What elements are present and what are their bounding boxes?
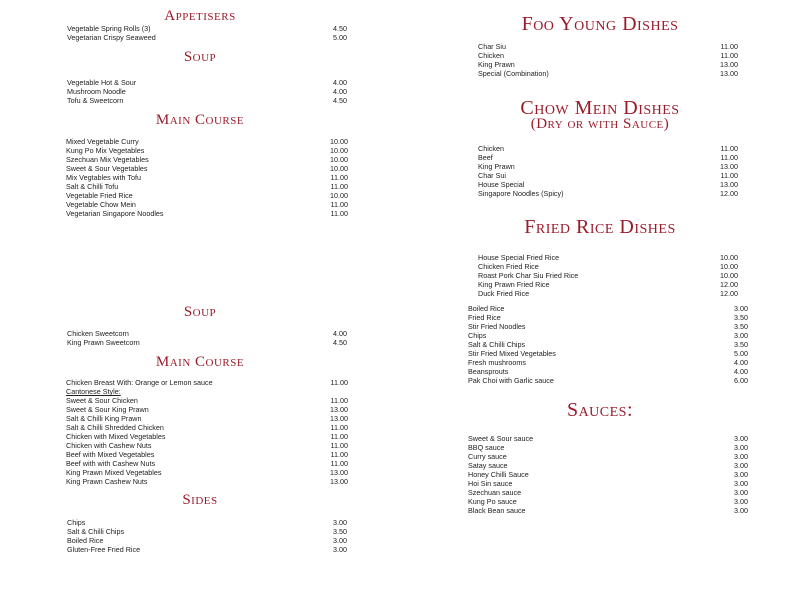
item-name: Char Sui	[478, 171, 506, 180]
menu-item	[468, 506, 748, 515]
menu-item	[468, 488, 748, 497]
section-title-fried-rice: Fried Rice Dishes	[524, 216, 676, 238]
item-name: Kung Po Mix Vegetables	[66, 146, 145, 155]
item-price: 13.00	[720, 180, 738, 189]
item-name: Singapore Noodles (Spicy)	[478, 189, 564, 198]
item-price: 4.00	[333, 329, 347, 338]
item-price: 4.00	[734, 358, 748, 367]
section-soup	[67, 78, 347, 105]
menu-item	[66, 173, 348, 182]
item-price: 4.00	[734, 367, 748, 376]
item-name: Chicken	[478, 144, 504, 153]
menu-item	[468, 304, 748, 313]
item-name: Vegetable Hot & Sour	[67, 78, 137, 87]
item-name: Chicken with Mixed Vegetables	[66, 432, 166, 441]
item-price: 5.00	[734, 349, 748, 358]
item-price: 11.00	[330, 450, 348, 459]
item-name: Boiled Rice	[468, 304, 505, 313]
menu-item	[66, 405, 348, 414]
menu-item	[66, 191, 348, 200]
menu-item	[468, 358, 748, 367]
item-price: 3.00	[333, 518, 347, 527]
menu-item	[468, 367, 748, 376]
menu-item	[478, 51, 738, 60]
item-price: 10.00	[330, 191, 348, 200]
item-price: 11.00	[330, 396, 348, 405]
item-name: Kung Po sauce	[468, 497, 517, 506]
menu-item	[478, 171, 738, 180]
item-price: 11.00	[330, 209, 348, 218]
item-price: 4.00	[333, 78, 347, 87]
item-name: Pak Choi with Garlic sauce	[468, 376, 554, 385]
item-name: Fried Rice	[468, 313, 501, 322]
item-name: King Prawn Cashew Nuts	[66, 477, 148, 486]
item-name: Roast Pork Char Siu Fried Rice	[478, 271, 579, 280]
item-price: 3.00	[734, 434, 748, 443]
item-name: Mixed Vegetable Curry	[66, 137, 139, 146]
menu-item	[66, 137, 348, 146]
menu-item	[67, 545, 347, 554]
section-title-sauces: Sauces:	[566, 399, 634, 421]
section-title-soup: Soup	[183, 49, 217, 65]
section-extras	[468, 304, 748, 385]
menu-item	[66, 423, 348, 432]
item-price: 4.00	[333, 87, 347, 96]
item-price: 11.00	[330, 182, 348, 191]
item-name: Salt & Chilli Chips	[67, 527, 125, 536]
item-name: Chicken Breast With: Orange or Lemon sauce	[66, 378, 213, 387]
menu-item	[66, 378, 348, 387]
item-price: 13.00	[720, 69, 738, 78]
menu-item	[468, 331, 748, 340]
item-price: 13.00	[330, 405, 348, 414]
item-name: Char Siu	[478, 42, 506, 51]
item-name: Beansprouts	[468, 367, 509, 376]
item-name: House Special	[478, 180, 525, 189]
item-name: Stir Fried Noodles	[468, 322, 526, 331]
item-price: 12.00	[720, 189, 738, 198]
item-price: 3.00	[734, 443, 748, 452]
item-name: Honey Chilli Sauce	[468, 470, 529, 479]
item-price: 11.00	[720, 171, 738, 180]
item-name: King Prawn	[478, 162, 515, 171]
item-price: 3.00	[734, 497, 748, 506]
item-price: 5.00	[333, 33, 347, 42]
item-name: Vegetarian Crispy Seaweed	[67, 33, 156, 42]
menu-item	[468, 434, 748, 443]
item-name: Vegetarian Singapore Noodles	[66, 209, 164, 218]
menu-item	[478, 271, 738, 280]
item-name: King Prawn Sweetcorn	[67, 338, 140, 347]
item-price: 13.00	[720, 60, 738, 69]
item-name: Cantonese Style:	[66, 387, 121, 396]
subheading-cantonese	[66, 387, 348, 396]
item-price: 10.00	[720, 271, 738, 280]
item-price: 10.00	[720, 253, 738, 262]
menu-item	[478, 153, 738, 162]
menu-item	[67, 78, 347, 87]
section-title-appetisers: Appetisers	[164, 8, 236, 24]
menu-item	[66, 146, 348, 155]
item-name: Vegetable Chow Mein	[66, 200, 136, 209]
item-price: 10.00	[720, 262, 738, 271]
item-name: Beef	[478, 153, 493, 162]
section-title-main-course: Main Course	[155, 112, 245, 128]
item-name: Salt & Chilli Shredded Chicken	[66, 423, 164, 432]
item-name: King Prawn Fried Rice	[478, 280, 550, 289]
item-name: Stir Fried Mixed Vegetables	[468, 349, 556, 358]
item-name: Chips	[67, 518, 86, 527]
item-name: Hoi Sin sauce	[468, 479, 513, 488]
item-price: 3.50	[734, 313, 748, 322]
section-fried-rice	[478, 253, 738, 300]
item-name: King Prawn	[478, 60, 515, 69]
item-name: King Prawn Mixed Vegetables	[66, 468, 162, 477]
item-price: 4.50	[333, 338, 347, 347]
menu-item	[67, 87, 347, 96]
item-name: Chips	[468, 331, 487, 340]
item-price: 3.50	[734, 340, 748, 349]
item-price: 3.00	[734, 506, 748, 515]
item-name: Curry sauce	[468, 452, 507, 461]
item-name: Tofu & Sweetcorn	[67, 96, 124, 105]
item-price: 3.50	[333, 527, 347, 536]
menu-item	[66, 396, 348, 405]
menu-item	[478, 189, 738, 198]
item-name: Chicken Sweetcorn	[67, 329, 129, 338]
item-price: 3.00	[333, 545, 347, 554]
item-price: 11.00	[330, 173, 348, 182]
item-price: 10.00	[330, 146, 348, 155]
menu-item	[468, 470, 748, 479]
section-title-chow-mein: Chow Mein Dishes	[520, 97, 680, 119]
item-name: Fresh mushrooms	[468, 358, 526, 367]
item-name: Szechuan Mix Vegetables	[66, 155, 149, 164]
item-price: 11.00	[720, 153, 738, 162]
menu-item	[67, 96, 347, 105]
right-column	[400, 0, 800, 600]
item-name: Chicken	[478, 51, 504, 60]
section-main-course	[66, 137, 348, 218]
menu-item	[67, 527, 347, 536]
menu-item	[468, 349, 748, 358]
item-price: 13.00	[720, 162, 738, 171]
menu-item	[67, 33, 347, 42]
item-name: Salt & Chilli Tofu	[66, 182, 119, 191]
menu-item	[478, 60, 738, 69]
item-price: 10.00	[330, 164, 348, 173]
item-price: 3.00	[734, 452, 748, 461]
item-name: Satay sauce	[468, 461, 508, 470]
item-name: House Special Fried Rice	[478, 253, 560, 262]
section-subtitle-chow-mein: (Dry or with Sauce)	[530, 116, 670, 132]
menu-item	[67, 329, 347, 338]
menu-item	[478, 262, 738, 271]
item-price: 11.00	[720, 42, 738, 51]
menu-item	[468, 479, 748, 488]
section-title-foo-young: Foo Young Dishes	[521, 13, 679, 35]
item-price: 13.00	[330, 477, 348, 486]
menu-item	[66, 441, 348, 450]
item-price: 11.00	[720, 144, 738, 153]
item-name: Sweet & Sour sauce	[468, 434, 534, 443]
menu-item	[67, 338, 347, 347]
item-name: Vegetable Spring Rolls (3)	[67, 24, 151, 33]
menu-item	[478, 69, 738, 78]
item-name: Salt & Chilli Chips	[468, 340, 526, 349]
item-price: 11.00	[330, 378, 348, 387]
section-title-sides: Sides	[182, 492, 218, 508]
menu-item	[468, 461, 748, 470]
menu-item	[478, 289, 738, 298]
menu-item	[66, 164, 348, 173]
item-price: 13.00	[330, 414, 348, 423]
menu-item	[468, 497, 748, 506]
menu-item	[478, 162, 738, 171]
menu-item	[478, 42, 738, 51]
menu-item	[468, 322, 748, 331]
menu-item	[67, 518, 347, 527]
menu-item	[66, 209, 348, 218]
item-name: Salt & Chilli King Prawn	[66, 414, 142, 423]
item-name: Chicken Fried Rice	[478, 262, 539, 271]
item-name: Duck Fried Rice	[478, 289, 530, 298]
item-price: 3.00	[734, 488, 748, 497]
menu-item	[478, 180, 738, 189]
section-foo-young	[478, 42, 738, 78]
section-title-soup-2: Soup	[183, 304, 217, 320]
item-price: 11.00	[330, 459, 348, 468]
menu-item	[468, 443, 748, 452]
item-price: 3.00	[734, 461, 748, 470]
item-price: 10.00	[330, 155, 348, 164]
section-sauces	[468, 434, 748, 515]
item-price: 3.00	[734, 304, 748, 313]
item-price: 11.00	[720, 51, 738, 60]
menu-item	[66, 477, 348, 486]
item-price: 3.00	[734, 479, 748, 488]
item-price: 12.00	[720, 289, 738, 298]
item-price: 12.00	[720, 280, 738, 289]
menu-item	[66, 450, 348, 459]
item-name: Special (Combination)	[478, 69, 549, 78]
section-sides	[67, 518, 347, 554]
item-name: Gluten-Free Fried Rice	[67, 545, 141, 554]
item-name: Sweet & Sour Chicken	[66, 396, 138, 405]
menu-item	[478, 280, 738, 289]
menu-item	[478, 253, 738, 262]
item-price: 13.00	[330, 468, 348, 477]
item-name: Mix Vegtables with Tofu	[66, 173, 141, 182]
menu-item	[468, 452, 748, 461]
item-price: 4.50	[333, 96, 347, 105]
item-price: 10.00	[330, 137, 348, 146]
item-price: 11.00	[330, 423, 348, 432]
section-soup-2	[67, 329, 347, 347]
section-title-main-course-2: Main Course	[155, 354, 245, 370]
item-name: Boiled Rice	[67, 536, 104, 545]
menu-item	[468, 340, 748, 349]
item-name: Sweet & Sour Vegetables	[66, 164, 148, 173]
item-name: Beef with Mixed Vegetables	[66, 450, 155, 459]
item-price: 3.00	[333, 536, 347, 545]
item-price: 3.00	[734, 331, 748, 340]
menu-item	[66, 459, 348, 468]
item-price: 11.00	[330, 441, 348, 450]
item-name: BBQ sauce	[468, 443, 505, 452]
item-price: 4.50	[333, 24, 347, 33]
menu-item	[468, 376, 748, 385]
item-name: Sweet & Sour King Prawn	[66, 405, 149, 414]
menu-item	[66, 414, 348, 423]
item-price: 11.00	[330, 432, 348, 441]
item-name: Vegetable Fried Rice	[66, 191, 133, 200]
item-name: Chicken with Cashew Nuts	[66, 441, 152, 450]
item-price: 6.00	[734, 376, 748, 385]
item-price: 3.50	[734, 322, 748, 331]
menu-item	[66, 200, 348, 209]
item-name: Szechuan sauce	[468, 488, 522, 497]
item-name: Beef with with Cashew Nuts	[66, 459, 156, 468]
menu-item	[66, 182, 348, 191]
menu-item	[66, 468, 348, 477]
item-price: 11.00	[330, 200, 348, 209]
menu-item	[67, 536, 347, 545]
menu-item	[66, 155, 348, 164]
menu-item	[66, 432, 348, 441]
section-appetisers	[67, 24, 347, 42]
menu-item	[478, 144, 738, 153]
item-price: 3.00	[734, 470, 748, 479]
menu-item	[468, 313, 748, 322]
section-chow-mein	[478, 144, 738, 198]
item-name: Mushroom Noodle	[67, 87, 126, 96]
menu-item	[67, 24, 347, 33]
item-name: Black Bean sauce	[468, 506, 526, 515]
section-main-course-2	[66, 378, 348, 486]
